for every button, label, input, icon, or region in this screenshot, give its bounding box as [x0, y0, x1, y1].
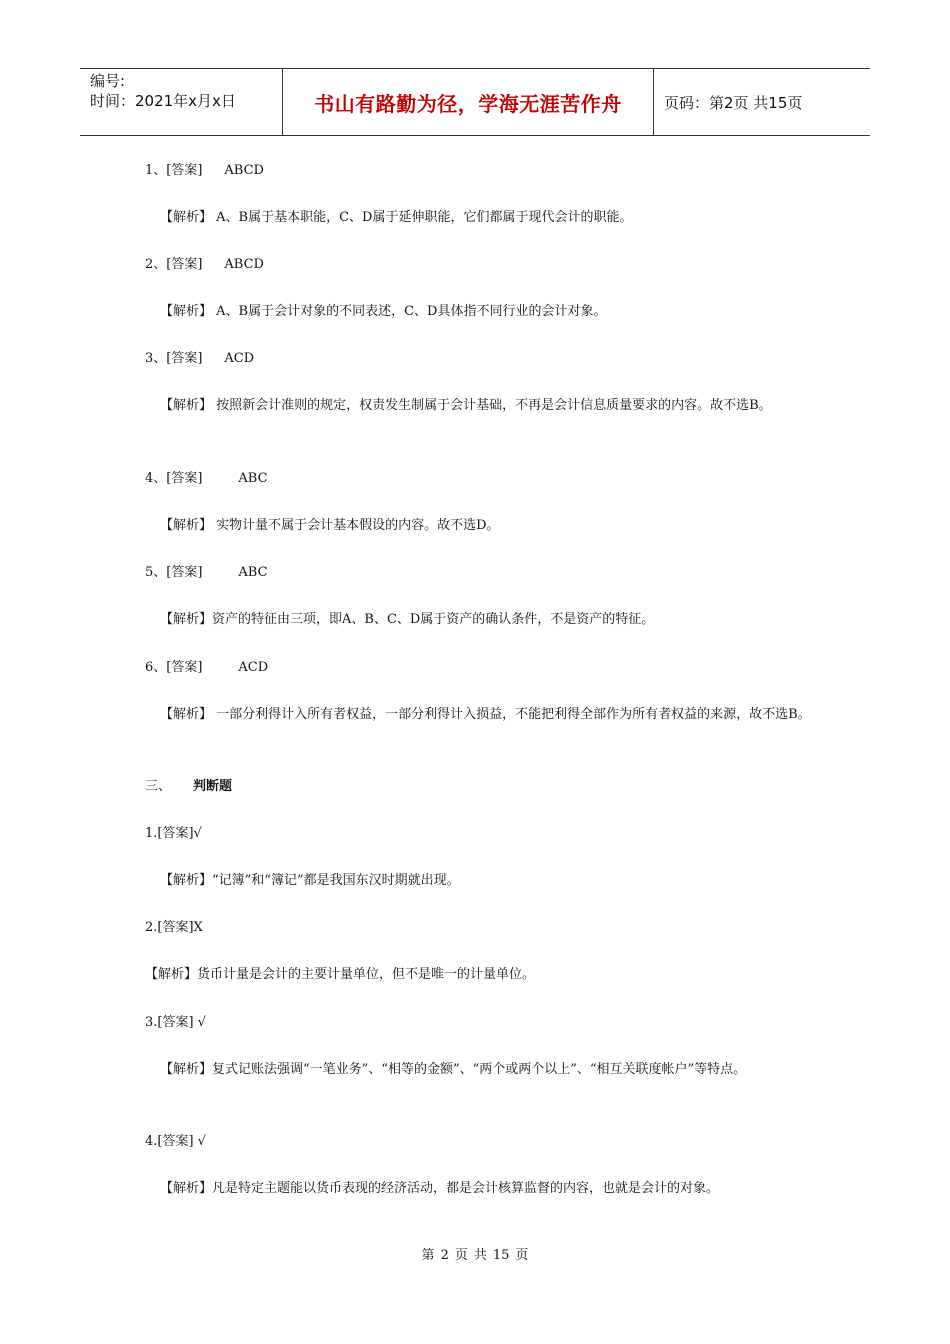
explanation-3: 【解析】 按照新会计准则的规定，权责发生制属于会计基础，不再是会计信息质量要求的内容。故不选B。: [160, 398, 772, 413]
header-page-cell: [654, 69, 870, 135]
answer-1: 1、[答案] ABCD: [145, 163, 264, 178]
explanation-5: 【解析】资产的特征由三项，即A、B、C、D属于资产的确认条件，不是资产的特征。: [160, 612, 655, 627]
judge-answer-4: 4.[答案] √: [145, 1134, 206, 1149]
answer-5: 5、[答案] ABC: [145, 565, 268, 580]
header-motto-cell: [282, 69, 654, 135]
judge-explanation-1: 【解析】“记簿”和“簿记”都是我国东汉时期就出现。: [160, 873, 460, 888]
answer-6: 6、[答案] ACD: [145, 660, 269, 675]
page-footer: 第 2 页 共 15 页: [421, 1248, 529, 1263]
answer-3: 3、[答案] ACD: [145, 351, 255, 366]
explanation-1: 【解析】 A、B属于基本职能，C、D属于延伸职能，它们都属于现代会计的职能。: [160, 210, 633, 225]
explanation-6: 【解析】 一部分利得计入所有者权益，一部分利得计入损益，不能把利得全部作为所有者权益的来源，故不选B。: [160, 707, 811, 722]
motto: 书山有路勤为径，学海无涯苦作舟: [314, 91, 622, 116]
judge-answer-2: 2.[答案]X: [145, 920, 203, 935]
answer-2: 2、[答案] ABCD: [145, 257, 264, 272]
explanation-4: 【解析】 实物计量不属于会计基本假设的内容。故不选D。: [160, 518, 500, 533]
section-heading: 三、 判断题: [145, 779, 233, 794]
judge-explanation-4: 【解析】凡是特定主题能以货币表现的经济活动，都是会计核算监督的内容，也就是会计的对象。: [160, 1181, 720, 1196]
header-info: [80, 69, 282, 135]
page-header: [80, 68, 870, 136]
page-label: 页码：第2页 共15页: [664, 93, 803, 112]
explanation-2: 【解析】 A、B属于会计对象的不同表述，C、D具体指不同行业的会计对象。: [160, 304, 607, 319]
answer-4: 4、[答案] ABC: [145, 471, 268, 486]
time-label: 时间：2021年x月x日: [90, 92, 236, 110]
judge-explanation-3: 【解析】复式记账法强调“一笔业务”、“相等的金额”、“两个或两个以上”、“相互关联度帐户”等特点。: [160, 1062, 747, 1077]
judge-explanation-2: 【解析】货币计量是会计的主要计量单位，但不是唯一的计量单位。: [145, 967, 536, 982]
judge-answer-3: 3.[答案] √: [145, 1015, 206, 1030]
code-label: 编号:: [90, 72, 126, 90]
judge-answer-1: 1.[答案]√: [145, 826, 202, 841]
